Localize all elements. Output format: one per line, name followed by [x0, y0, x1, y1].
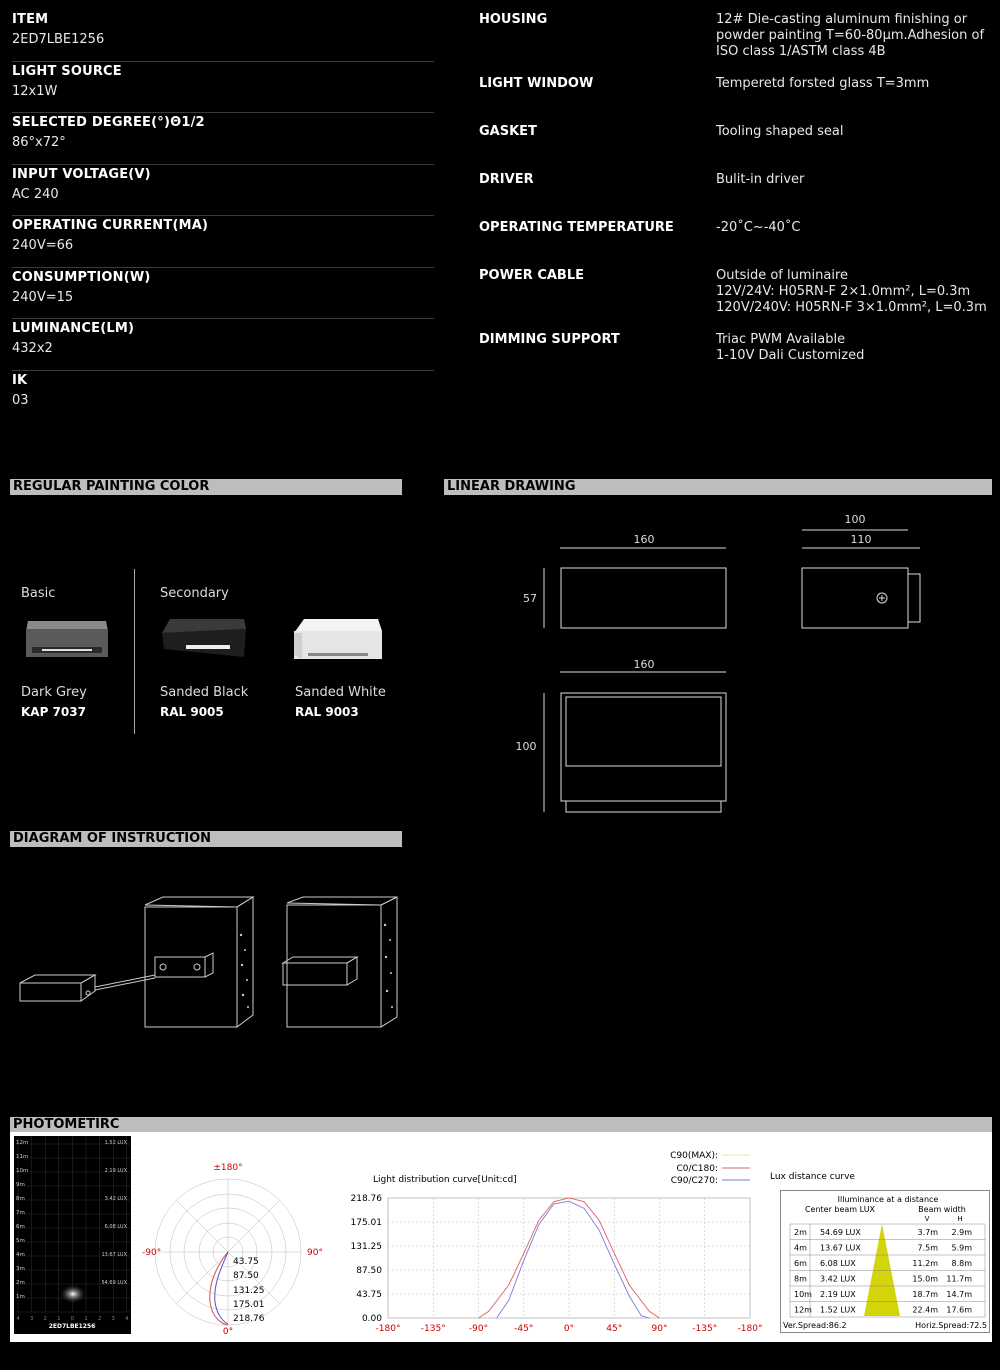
lux-distance-table [780, 1190, 990, 1333]
lux-cone [864, 1224, 900, 1316]
polar-ring-3: 131.25 [233, 1286, 265, 1296]
chart-xtick-label: -90° [468, 1324, 489, 1334]
chart-xtick-label: -135° [420, 1324, 446, 1334]
lux-row-lux: 54.69 LUX [820, 1228, 861, 1237]
lux-col-v: V [924, 1215, 930, 1223]
chart-xtick-label: 90° [651, 1324, 668, 1334]
section-painting-color: REGULAR PAINTING COLOR [10, 479, 402, 495]
isolux-lux-label: 3.42 LUX [104, 1196, 127, 1202]
isolux-meter-label: 12m [16, 1140, 29, 1146]
hor-spread: Horiz.Spread:72.5 [915, 1321, 987, 1330]
basic-heading: Basic [21, 586, 56, 601]
isolux-meter-label: 6m [16, 1224, 25, 1230]
isolux-x-tick: 1 [57, 1316, 61, 1322]
swatch-sanded-white [290, 615, 385, 663]
lux-row-lux: 3.42 LUX [820, 1274, 856, 1284]
isolux-lux-label: 54.69 LUX [101, 1280, 127, 1286]
photometric-panel [10, 1132, 992, 1342]
lux-row-lux: 1.52 LUX [820, 1305, 856, 1315]
isolux-model: 2ED7LBE1256 [48, 1323, 96, 1330]
isolux-meter-label: 5m [16, 1238, 25, 1244]
isolux-lux-label: 2.19 LUX [104, 1168, 127, 1174]
polar-ring-1: 43.75 [233, 1257, 259, 1267]
chart-ytick-label: 131.25 [350, 1242, 382, 1253]
isolux-x-tick: 0 [70, 1316, 74, 1322]
chart-xtick-label: 45° [606, 1324, 623, 1334]
lux-row-v: 11.2m [912, 1259, 938, 1268]
lux-col-h: H [957, 1215, 963, 1223]
lux-row-h: 11.7m [946, 1274, 972, 1284]
isolux-x-tick: 2 [98, 1316, 102, 1322]
light-distribution-chart [332, 1142, 763, 1342]
isolux-grid [14, 1136, 131, 1334]
isolux-x-tick: 4 [125, 1316, 129, 1322]
isolux-x-tick: 1 [84, 1316, 88, 1322]
isolux-x-tick: 3 [30, 1316, 34, 1322]
section-linear-drawing: LINEAR DRAWING [444, 479, 992, 495]
lux-col-center: Center beam LUX [804, 1205, 876, 1214]
polar-right-label: 90° [307, 1248, 323, 1258]
swatch-sanded-black [156, 615, 251, 663]
lux-col-beam: Beam width [918, 1205, 966, 1214]
lux-row-lux: 13.67 LUX [820, 1243, 861, 1253]
series-line-c90-c270 [497, 1201, 650, 1318]
polar-top-label: ±180° [213, 1163, 243, 1173]
lux-row-v: 3.7m [917, 1228, 938, 1237]
lux-row-distance: 8m [794, 1274, 807, 1284]
dim-side-inner: 110 [850, 533, 872, 546]
spec-row-ik: IK 03 [12, 372, 29, 408]
isolux-lux-label: 1.52 LUX [104, 1140, 127, 1146]
chart-xtick-label: -180° [375, 1324, 401, 1334]
lux-row-v: 18.7m [912, 1290, 938, 1299]
legend-c90-max: C90(MAX): [670, 1151, 718, 1161]
isolux-meter-label: 11m [16, 1154, 29, 1160]
polar-chart [142, 1162, 330, 1342]
chart-xtick-label: -180° [737, 1324, 763, 1334]
legend-c90-c270: C90/C270: [670, 1176, 718, 1186]
legend-c0-c180: C0/C180: [676, 1164, 718, 1174]
polar-ring-5: 218.76 [233, 1314, 265, 1324]
isolux-x-tick: 2 [43, 1316, 47, 1322]
lux-row-distance: 6m [794, 1259, 807, 1268]
polar-left-label: -90° [142, 1248, 162, 1258]
isolux-meter-label: 4m [16, 1252, 25, 1258]
dim-height: 57 [523, 592, 537, 605]
spec-table-left [12, 10, 434, 422]
swatch-dark-grey [18, 615, 113, 663]
section-instruction: DIAGRAM OF INSTRUCTION [10, 831, 402, 847]
swatch-name-sanded-white: Sanded White [295, 685, 386, 700]
swatch-name-sanded-black: Sanded Black [160, 685, 249, 700]
linear-drawing [500, 505, 940, 820]
lux-row-h: 8.8m [951, 1259, 972, 1268]
color-divider [134, 569, 135, 734]
lux-row-distance: 2m [794, 1228, 807, 1237]
chart-ytick-label: 87.50 [356, 1266, 382, 1277]
polar-bottom-label: 0° [222, 1327, 234, 1337]
dim-top-width: 160 [633, 533, 655, 546]
swatch-name-dark-grey: Dark Grey [21, 685, 87, 700]
dim-bottom-height: 100 [515, 740, 537, 753]
polar-ring-2: 87.50 [233, 1271, 259, 1281]
isolux-meter-label: 7m [16, 1210, 25, 1216]
isolux-meter-label: 9m [16, 1182, 25, 1188]
spec-row-voltage: INPUT VOLTAGE(V) AC 240 [12, 165, 434, 217]
secondary-heading: Secondary [160, 586, 229, 601]
swatch-code-sanded-white: RAL 9003 [295, 705, 359, 719]
chart-ytick-label: 0.00 [361, 1314, 382, 1324]
swatch-code-dark-grey: KAP 7037 [21, 705, 86, 719]
dim-side-outer: 100 [844, 513, 866, 526]
lux-row-v: 22.4m [912, 1305, 938, 1315]
lux-row-distance: 4m [794, 1243, 807, 1253]
lux-row-h: 2.9m [951, 1228, 972, 1237]
chart-ytick-label: 43.75 [356, 1290, 382, 1301]
spec-row-degree: SELECTED DEGREE(°)Θ1/2 86°x72° [12, 113, 434, 165]
lux-row-v: 7.5m [917, 1243, 938, 1253]
swatch-code-sanded-black: RAL 9005 [160, 705, 224, 719]
lux-row-lux: 6.08 LUX [820, 1259, 856, 1268]
lux-row-h: 17.6m [946, 1305, 972, 1315]
lux-row-lux: 2.19 LUX [820, 1290, 856, 1299]
spec-row-item: ITEM 2ED7LBE1256 [12, 10, 434, 62]
spec-row-luminance: LUMINANCE(LM) 432x2 [12, 319, 434, 371]
lux-row-h: 5.9m [951, 1243, 972, 1253]
lux-row-v: 15.0m [912, 1274, 938, 1284]
lux-row-distance: 12m [794, 1305, 812, 1315]
section-photometric: PHOTOMETIRC [10, 1117, 992, 1133]
isolux-lux-label: 6.08 LUX [104, 1224, 127, 1230]
spec-row-current: OPERATING CURRENT(MA) 240V=66 [12, 216, 434, 268]
chart-xtick-label: -135° [692, 1324, 718, 1334]
chart-ytick-label: 218.76 [350, 1194, 382, 1204]
isolux-meter-label: 8m [16, 1196, 25, 1202]
chart-ytick-label: 175.01 [350, 1217, 382, 1228]
lux-row-h: 14.7m [946, 1290, 972, 1299]
lux-subtitle: Illuminance at a distance [837, 1195, 939, 1204]
isolux-meter-label: 1m [16, 1294, 25, 1300]
isolux-x-tick: 4 [16, 1316, 20, 1322]
isolux-lux-label: 13.67 LUX [101, 1252, 127, 1258]
polar-ring-4: 175.01 [233, 1300, 265, 1310]
spec-row-consumption: CONSUMPTION(W) 240V=15 [12, 268, 434, 320]
isolux-meter-label: 2m [16, 1280, 25, 1286]
isolux-x-tick: 3 [111, 1316, 115, 1322]
chart-xtick-label: 0° [563, 1324, 575, 1334]
dim-bottom-width: 160 [633, 658, 655, 671]
chart-title: Light distribution curve[Unit:cd] [373, 1175, 517, 1185]
lux-table-title: Lux distance curve [770, 1172, 855, 1182]
instruction-diagram [15, 895, 415, 1040]
isolux-meter-label: 3m [16, 1266, 25, 1272]
isolux-meter-label: 10m [16, 1168, 29, 1174]
spec-row-light-source: LIGHT SOURCE 12x1W [12, 62, 434, 114]
ver-spread: Ver.Spread:86.2 [783, 1321, 847, 1330]
chart-xtick-label: -45° [514, 1324, 534, 1334]
lux-row-distance: 10m [794, 1290, 812, 1299]
